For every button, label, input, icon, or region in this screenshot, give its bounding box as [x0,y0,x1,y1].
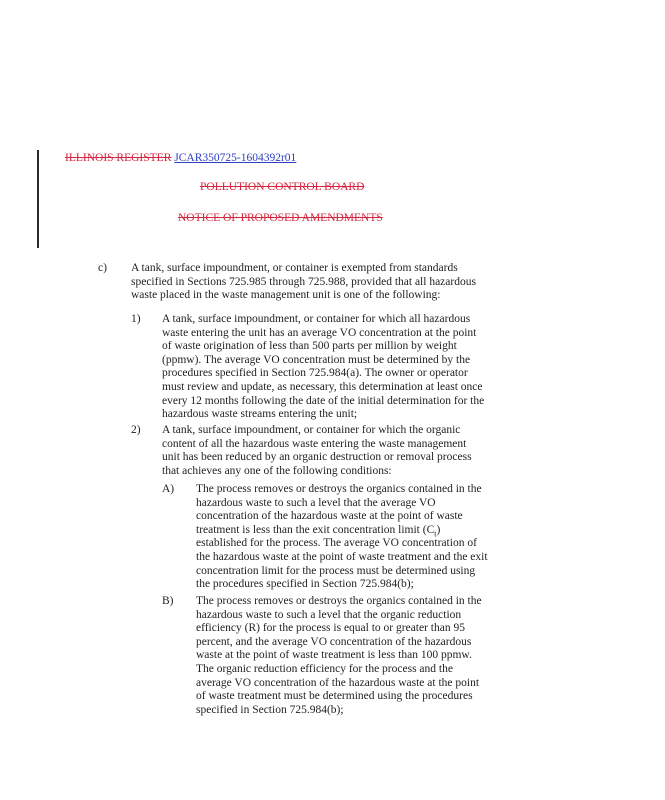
subsection-c-text: A tank, surface impoundment, or container is exempted from standards specified in Sections 725.985 through 725.988, provided that all hazardous waste placed in the waste management unit is one of the following: [131,262,476,302]
item-a-subscript: t [434,529,437,539]
item-b-text: The process removes or destroys the organics contained in the hazardous waste to such a level that the organic reduction efficiency (R) for the process is equal to or greater than 95 percent, and the average VO concentration of the hazardous waste at the point of waste treatment is less than 100 ppmw. The organic reduction efficiency for the process and the average VO concentration of the hazardous waste at the point of waste treatment must be determined using the procedures specified in Section 725.984(b); [196,595,482,716]
item-a-label: A) [162,483,175,495]
register-header [65,152,296,164]
item-1-text: A tank, surface impoundment, or container for which all hazardous waste entering the unit has an average VO concentration at the point of waste origination of less than 500 parts per million by weight (ppmw). The average VO concentration must be determined by the procedures specified in Section 725.984(a). The owner or operator must review and update, as necessary, this determination at least once every 12 months following the date of the initial determination for the hazardous waste streams entering the unit; [162,313,485,421]
board-header-deleted: POLLUTION CONTROL BOARD [200,181,365,193]
item-a-text-before: The process removes or destroys the organics contained in the hazardous waste to such a level that the average VO concentration of the hazardous waste at the point of waste treatment is less than the exit concentration limit (C [196,483,482,536]
item-1-label: 1) [131,313,141,325]
register-deleted-text: ILLINOIS REGISTER [65,152,172,164]
item-a-text [196,483,488,592]
item-2-text: A tank, surface impoundment, or container for which the organic content of all the hazardous waste entering the waste management unit has been reduced by an organic destruction or removal process that achieves any one of the following conditions: [162,424,472,477]
item-b-label: B) [162,595,174,607]
item-2-label: 2) [131,424,141,436]
subsection-c-label: c) [98,262,107,274]
item-a-text-after: ) established for the process. The average VO concentration of the hazardous waste at the point of waste treatment and the exit concentration limit for the process must be determined using the procedures specified in Section 725.984(b); [196,523,488,591]
change-bar [37,150,39,248]
notice-header-deleted: NOTICE OF PROPOSED AMENDMENTS [178,212,383,224]
register-inserted-text: JCAR350725-1604392r01 [174,152,297,164]
